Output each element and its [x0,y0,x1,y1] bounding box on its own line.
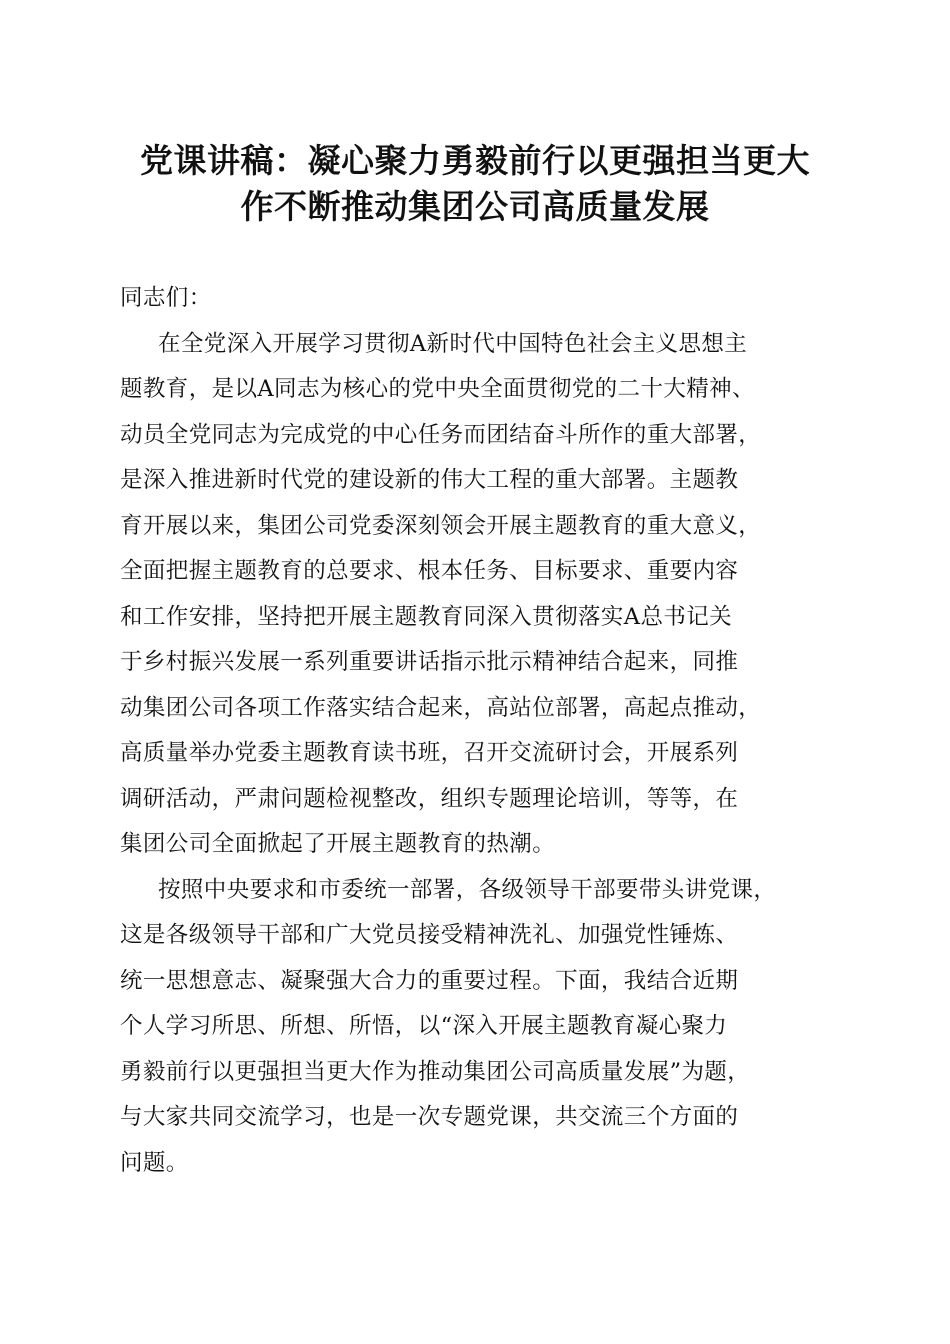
text-line: 于乡村振兴发展一系列重要讲话指示批示精神结合起来，同推 [120,649,739,675]
text-line: 动员全党同志为完成党的中心任务而团结奋斗所作的重大部署， [120,421,762,448]
text-line: 是深入推进新时代党的建设新的伟大工程的重大部署。主题教 [120,467,739,493]
text-line: 个人学习所思、所想、所悟，以“深入开展主题教育凝心聚力 [120,1013,728,1039]
text-line: 在全党深入开展学习贯彻A新时代中国特色社会主义思想主 [158,330,748,357]
text-line: 调研活动，严肃问题检视整改，组织专题理论培训，等等，在 [120,785,739,812]
text-line: 和工作安排，坚持把开展主题教育同深入贯彻落实A总书记关 [120,603,733,630]
text-line: 高质量举办党委主题教育读书班，召开交流研讨会，开展系列 [120,740,739,766]
text-line: 问题。 [120,1149,189,1176]
text-line: 全面把握主题教育的总要求、根本任务、目标要求、重要内容 [120,558,739,584]
text-line: 勇毅前行以更强担当更大作为推动集团公司高质量发展”为题， [120,1058,751,1085]
text-line: 动集团公司各项工作落实结合起来，高站位部署，高起点推动， [120,694,762,721]
title-line: 党课讲稿：凝心聚力勇毅前行以更强担当更大 [140,141,810,180]
text-line: 题教育，是以A同志为核心的党中央全面贯彻党的二十大精神、 [120,376,755,402]
document-title [90,138,860,230]
document-body [120,276,840,1186]
paragraph-1 [120,322,840,868]
title-line: 作不断推动集团公司高质量发展 [240,187,710,226]
text-line: 按照中央要求和市委统一部署，各级领导干部要带头讲党课， [158,876,777,903]
text-line: 这是各级领导干部和广大党员接受精神洗礼、加强党性锤炼、 [120,922,739,948]
salutation: 同志们： [120,285,212,311]
text-line: 育开展以来，集团公司党委深刻领会开展主题教育的重大意义， [120,512,762,539]
text-line: 统一思想意志、凝聚强大合力的重要过程。下面，我结合近期 [120,967,739,994]
text-line: 与大家共同交流学习，也是一次专题党课，共交流三个方面的 [120,1104,739,1130]
text-line: 集团公司全面掀起了开展主题教育的热潮。 [120,831,556,857]
paragraph-2 [120,868,840,1187]
